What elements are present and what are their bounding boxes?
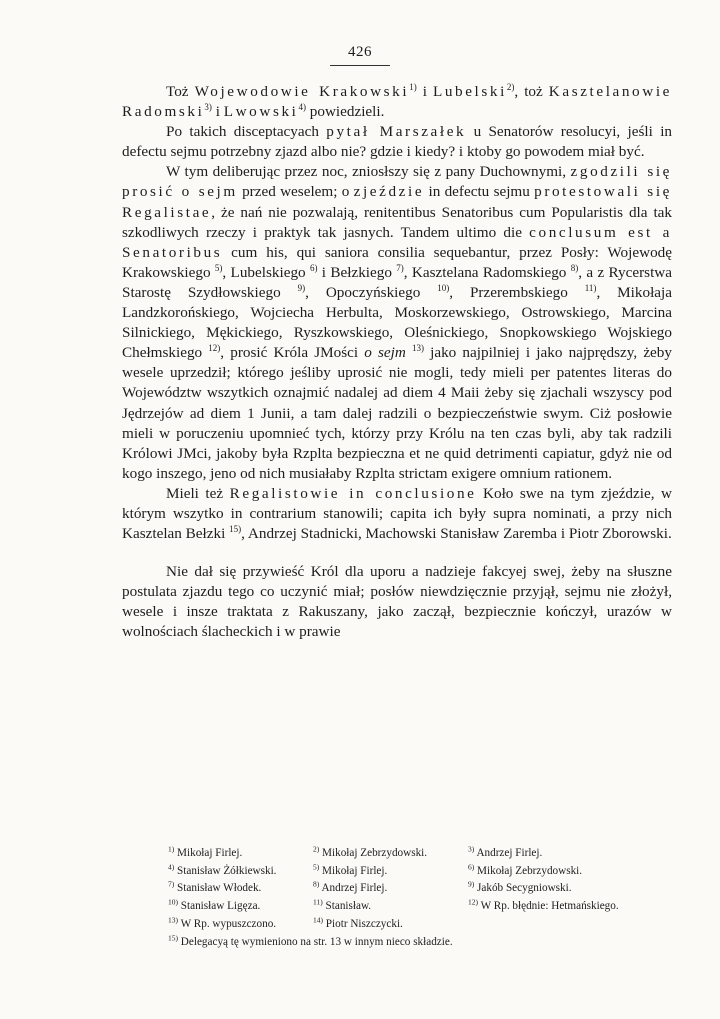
footnote-ref: 3) bbox=[204, 102, 212, 113]
text-run: , prosić Króla JMości bbox=[220, 344, 365, 362]
text-run: , Lubelskiego bbox=[222, 263, 310, 281]
text-run: powiedzieli. bbox=[305, 103, 385, 121]
text-run: , Przerembskiego bbox=[449, 283, 585, 301]
footnote-mark: 8) bbox=[313, 879, 320, 889]
spaced-text: protestowali się Regalistae bbox=[122, 183, 672, 221]
footnote bbox=[313, 845, 468, 863]
footnote-ref: 8) bbox=[570, 262, 579, 273]
footnote bbox=[168, 916, 313, 934]
footnote-row bbox=[168, 898, 668, 916]
spaced-text: zgodzili się prosić o sejm bbox=[122, 163, 672, 201]
footnote-ref: 11) bbox=[584, 282, 597, 293]
footnote-text: Andrzej Firlej. bbox=[476, 847, 543, 859]
text-run: Nie dał się przywieść Król dla uporu a nadzieje fakcyej swej, żeby na słuszne postulata zjazdu tego co uczynić miał; posłów niewdzięcznie przyjął, sejmu nie złożył, wesele i insze traktata z Rakuszany, jako zaczął, bezpiecznie kończył, urazów w wolnościach ślacheckich i w prawie bbox=[122, 563, 672, 641]
footnote-ref: 15) bbox=[229, 524, 242, 534]
footnote-mark: 7) bbox=[168, 879, 175, 889]
spaced-text: Lwowski bbox=[223, 103, 299, 121]
footnote-text: W Rp. wypuszczono. bbox=[180, 917, 277, 930]
footnote bbox=[313, 916, 468, 934]
text-run: in defectu sejmu bbox=[424, 183, 535, 201]
text-run: u Senatorów resolucyi, jeśli in defectu sejmu potrzebny zjazd albo nie? gdzie i kiedy? i ktoby go powodem miał być. bbox=[122, 123, 673, 161]
footnote-ref: 6) bbox=[309, 262, 318, 273]
footnote-row bbox=[168, 916, 668, 934]
spaced-text: Regalistowie in conclusione bbox=[229, 484, 477, 502]
footnote-mark: 14) bbox=[313, 915, 323, 925]
text-run: , że nań nie pozwalają, renitentibus Senatoribus cum Popularistis dla tak szkodliwych rzeczy i praktyk tak jasnych. Tandem ultimo die bbox=[122, 203, 672, 241]
text-run: Toż bbox=[166, 83, 195, 100]
text-run: i Bełzkiego bbox=[317, 263, 397, 281]
footnote-text: Stanisław Włodek. bbox=[177, 882, 262, 895]
footnote bbox=[168, 845, 313, 863]
footnote bbox=[168, 863, 313, 881]
footnote-text: Jakób Secygniowski. bbox=[477, 882, 572, 895]
footnote bbox=[168, 934, 453, 952]
footnote-text: Stanisław Żółkiewski. bbox=[177, 864, 277, 877]
footnote bbox=[313, 863, 468, 881]
footnote-text: Mikołaj Firlej. bbox=[322, 864, 388, 877]
footnote-ref: 7) bbox=[396, 262, 404, 273]
footnote-text: Delegacyą tę wymieniono na str. 13 w innym nieco składzie. bbox=[180, 935, 453, 948]
footnote bbox=[313, 898, 468, 916]
text-run: Koło swe na tym zjeździe, w którym wszytko in contrarium stanowili; capita ich były supra nominati, a przy nich Kasztelan Bełzki bbox=[122, 484, 672, 543]
text-run: , a z Rycerstwa Starostę Szydłowskiego bbox=[122, 263, 673, 301]
footnote-ref: 10) bbox=[437, 282, 450, 293]
footnote-mark: 13) bbox=[168, 915, 178, 925]
text-run: cum his, qui saniora consilia sequebantur, przez Posły: Wojewodę Krakowskiego bbox=[122, 243, 672, 281]
footnote bbox=[468, 863, 613, 881]
footnote-ref: 12) bbox=[208, 343, 221, 354]
footnote-mark: 10) bbox=[168, 897, 178, 907]
page-number-rule bbox=[330, 65, 390, 66]
footnote-text: Mikołaj Zebrzydowski. bbox=[322, 847, 428, 859]
footnote-row bbox=[168, 880, 668, 898]
footnote-text: Mikołaj Firlej. bbox=[177, 847, 243, 859]
footnote-mark: 5) bbox=[313, 861, 320, 871]
footnote-row bbox=[168, 845, 668, 863]
footnote-ref: 9) bbox=[297, 282, 306, 293]
footnote-mark: 6) bbox=[468, 861, 475, 871]
footnotes bbox=[168, 845, 668, 951]
text-run: , toż bbox=[514, 83, 549, 100]
footnote bbox=[313, 880, 468, 898]
footnote-mark: 11) bbox=[313, 897, 323, 907]
text-run: przed weselem; o bbox=[237, 183, 354, 201]
footnote-text: Stanisław. bbox=[325, 900, 372, 913]
text-run: , Andrzej Stadnicki, Machowski Stanisław Zaremba i Piotr Zborowski. bbox=[241, 525, 672, 543]
spaced-text: Kasztelanowie Radomski bbox=[122, 83, 672, 121]
footnote-ref: 13) bbox=[411, 343, 424, 354]
spaced-text: Lubelski bbox=[432, 83, 507, 100]
footnote bbox=[468, 880, 613, 898]
paragraph-2 bbox=[122, 122, 672, 162]
paragraph-5 bbox=[122, 562, 672, 642]
footnote-mark: 15) bbox=[168, 932, 178, 942]
footnote-mark: 3) bbox=[468, 844, 475, 854]
text-run: , Opoczyńskiego bbox=[305, 283, 438, 301]
footnote-text: Stanisław Ligęza. bbox=[180, 900, 261, 913]
footnote-ref: 4) bbox=[298, 102, 306, 113]
paragraph-4 bbox=[122, 484, 672, 544]
footnote bbox=[468, 845, 613, 863]
text-run: , Kasztelana Radomskiego bbox=[403, 263, 571, 281]
main-text bbox=[122, 82, 672, 643]
footnote-mark: 9) bbox=[468, 879, 475, 889]
italic-text: o sejm bbox=[364, 344, 406, 362]
footnote bbox=[168, 880, 313, 898]
text-run: Mieli też bbox=[166, 484, 230, 502]
spaced-text: zjeździe bbox=[353, 183, 425, 201]
spaced-text: Wojewodowie Krakowski bbox=[194, 83, 410, 100]
footnote-ref: 1) bbox=[409, 81, 417, 92]
footnote-ref: 2) bbox=[506, 81, 515, 92]
text-run: i bbox=[416, 83, 433, 100]
text-run: i bbox=[211, 103, 224, 121]
footnote-text: W Rp. błędnie: Hetmańskiego. bbox=[480, 900, 619, 913]
footnote-mark: 4) bbox=[168, 861, 175, 871]
text-run: jako najpilniej i jako najprędszy, żeby wesele uprzedził; którego jeśliby uprosić nie mogli, tedy mieli per patentes literas do Województw wszytkich oznajmić nadalej ad diem 4 Maii żeby się zjachali wszyscy pod Jędrzejów ad diem 1 Junii, a tam dalej radzili o bezpieczeństwie swym. Ciż posłowie mieli w poruczeniu upomnieć tych, którzy przy Królu na ten czas byli, aby tak radzili Królowi JMci, jakoby była Rzplta bezpieczna et ne quid detrimenti capiatur, gdyż nie od kogo inszego, jeno od nich musiałaby Rzplta strictam exigere omnium rationem. bbox=[122, 344, 672, 482]
footnote-text: Andrzej Firlej. bbox=[321, 882, 388, 895]
spaced-text: conclusum est a Senatoribus bbox=[122, 223, 672, 261]
footnote-text: Piotr Niszczycki. bbox=[325, 917, 403, 930]
footnote-row bbox=[168, 934, 668, 952]
footnote-row bbox=[168, 863, 668, 881]
spaced-text: pytał Marszałek bbox=[326, 123, 467, 141]
text-run: W tym deliberując przez noc, zniosłszy się z pany Duchownymi, bbox=[166, 163, 571, 181]
footnote-mark: 12) bbox=[468, 897, 478, 907]
paragraph-1 bbox=[122, 82, 672, 122]
page-number: 426 bbox=[348, 44, 372, 60]
footnote bbox=[468, 897, 619, 916]
footnote-mark: 2) bbox=[313, 844, 320, 854]
footnote-text: Mikołaj Zebrzydowski. bbox=[477, 864, 583, 877]
footnote-ref: 5) bbox=[214, 262, 223, 273]
footnote-mark: 1) bbox=[168, 844, 175, 854]
text-run: , Mikołaja Landzkorońskiego, Wojciecha Herbulta, Moskorzewskiego, Ostrowskiego, Marcina Silnickiego, Mękickiego, Ryszkowskiego, Oleśnickiego, Snopkowskiego Wojskiego Chełmskiego bbox=[122, 283, 672, 362]
text-run: Po takich disceptacyach bbox=[166, 123, 327, 141]
footnote bbox=[168, 898, 313, 916]
paragraph-3 bbox=[122, 162, 672, 484]
